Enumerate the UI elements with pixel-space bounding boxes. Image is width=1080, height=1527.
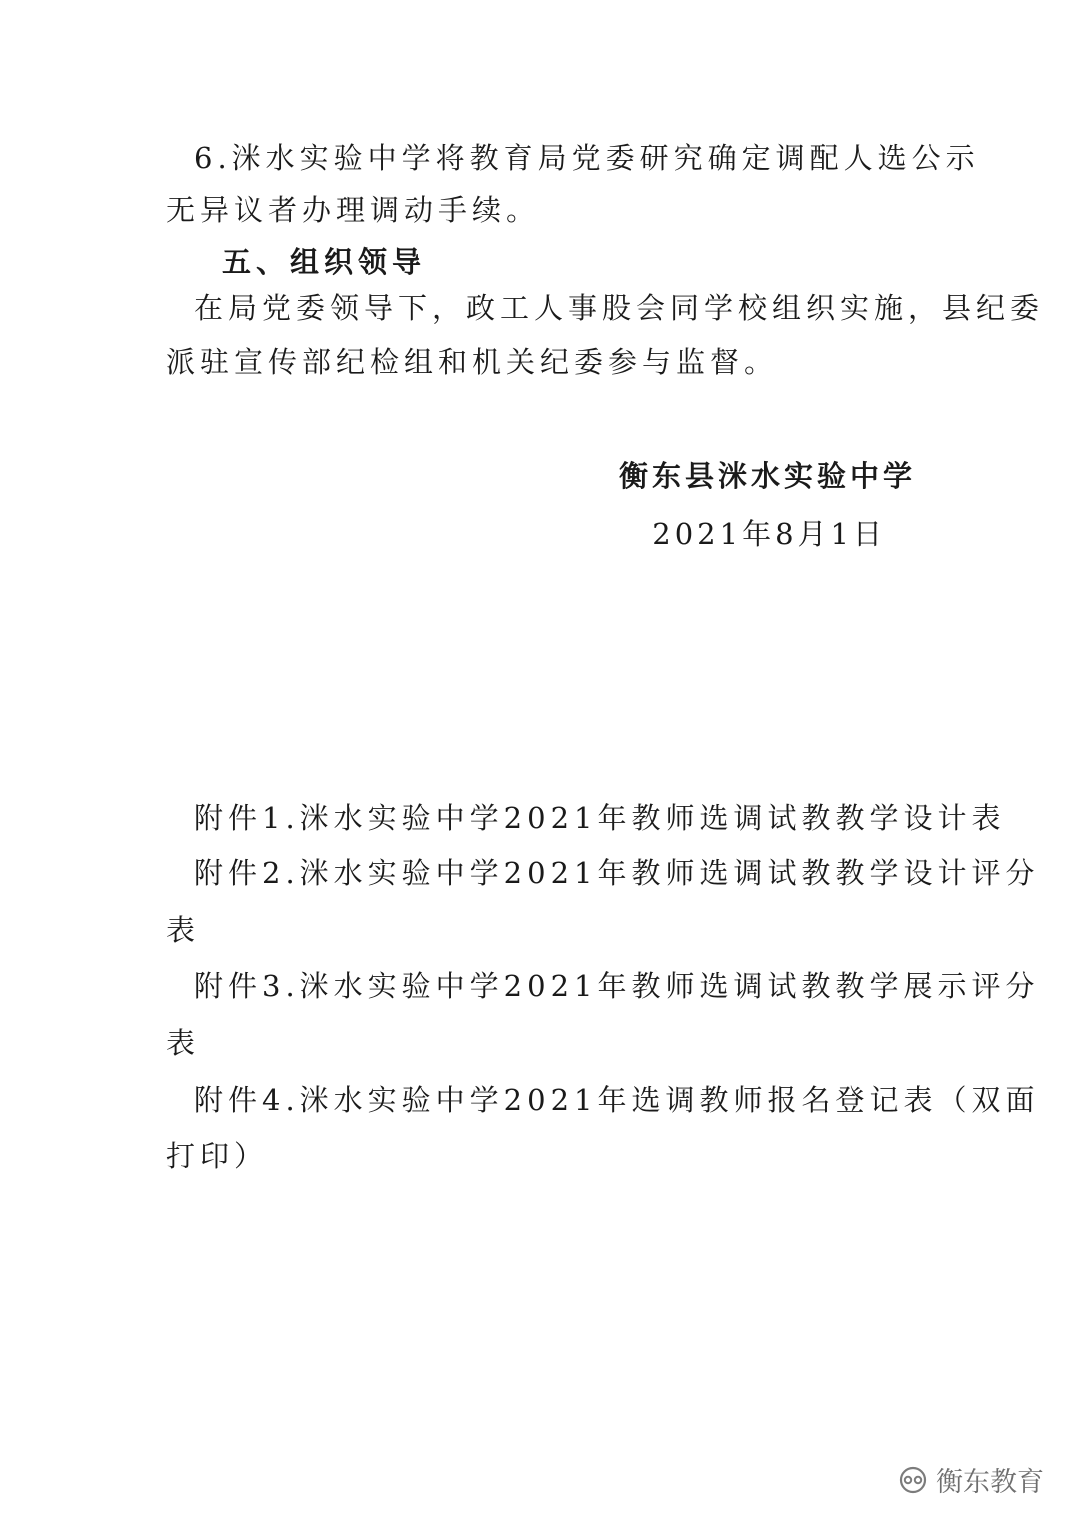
attachment-4-line2: 打印） [166, 1139, 269, 1173]
section5-line1: 在局党委领导下，政工人事股会同学校组织实施，县纪委 [194, 291, 1045, 325]
attachment-3-line2: 表 [166, 1026, 201, 1060]
watermark-text: 衡东教育 [936, 1467, 1044, 1498]
attachment-4-line1: 附件4.洣水实验中学2021年选调教师报名登记表（双面 [194, 1083, 1040, 1117]
attachment-2-line1: 附件2.洣水实验中学2021年教师选调试教教学设计评分 [194, 856, 1040, 890]
watermark [898, 1460, 1044, 1499]
wechat-channel-icon [898, 1465, 928, 1495]
section5-heading: 五、组织领导 [222, 245, 427, 279]
attachment-3-line1: 附件3.洣水实验中学2021年教师选调试教教学展示评分 [194, 969, 1040, 1003]
section5-line2: 派驻宣传部纪检组和机关纪委参与监督。 [166, 345, 779, 379]
item6-line2: 无异议者办理调动手续。 [166, 193, 541, 227]
item6-line1: 6.洣水实验中学将教育局党委研究确定调配人选公示 [194, 141, 980, 175]
signature-date: 2021年8月1日 [652, 517, 886, 551]
signature-organization: 衡东县洣水实验中学 [618, 459, 916, 493]
attachment-2-line2: 表 [166, 913, 201, 947]
attachment-1-line1: 附件1.洣水实验中学2021年教师选调试教教学设计表 [194, 801, 1006, 835]
